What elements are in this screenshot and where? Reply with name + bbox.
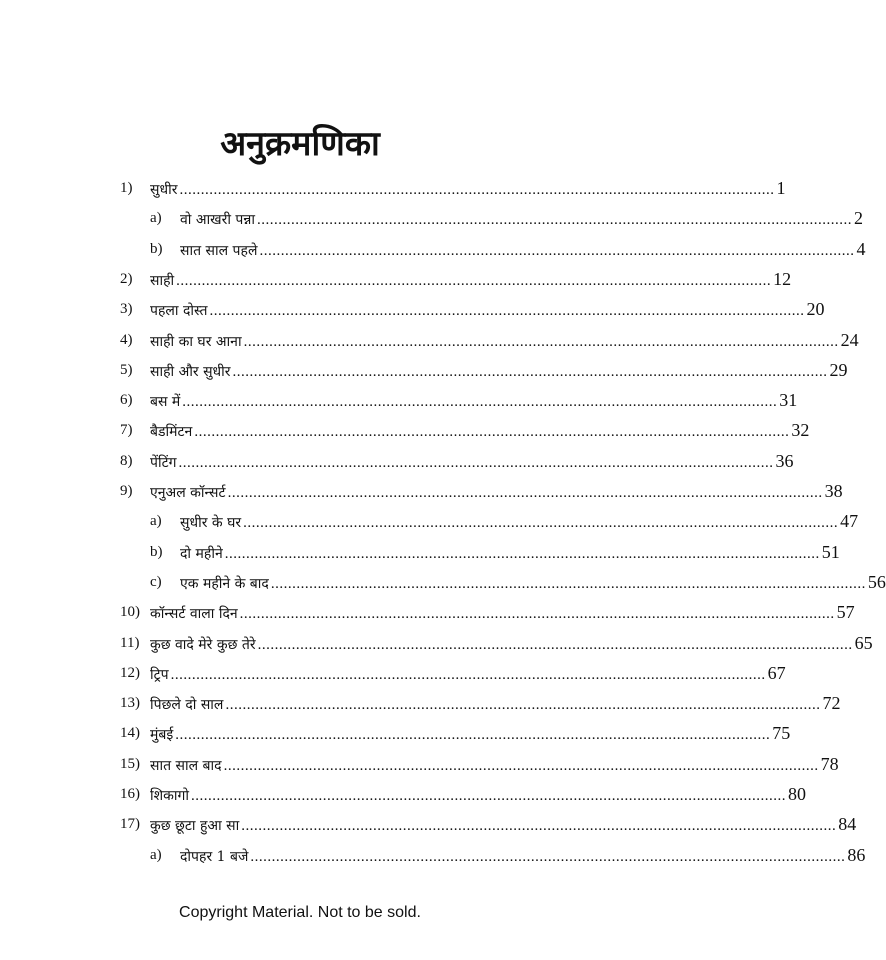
toc-entry-line	[150, 810, 857, 840]
toc-entry-number: b)	[150, 240, 163, 257]
toc-entry	[0, 326, 859, 354]
toc-entry-number: 3)	[120, 301, 133, 318]
toc-entry	[0, 174, 786, 202]
toc-page-number: 51	[821, 541, 840, 562]
toc-entry-title: कुछ वादे मेरे कुछ तेरे	[150, 636, 256, 653]
toc-entry	[0, 689, 841, 717]
toc-dot-leader: ............................................................................................................................................	[209, 303, 805, 320]
toc-entry-number: a)	[150, 513, 162, 530]
toc-page-number: 36	[775, 450, 794, 471]
toc-entry-number: 2)	[120, 270, 133, 287]
toc-entry	[0, 477, 843, 505]
toc-entry-title: साही	[150, 272, 175, 289]
toc-page-number: 75	[772, 723, 791, 744]
toc-dot-leader: ............................................................................................................................................	[194, 424, 790, 441]
toc-dot-leader: ............................................................................................................................................	[179, 182, 775, 198]
toc-entry-line	[150, 326, 859, 356]
toc-entry-line	[150, 659, 786, 689]
toc-dot-leader: ............................................................................................................................................	[224, 545, 820, 562]
toc-entry-line	[150, 447, 794, 477]
toc-entry-number: 10)	[120, 604, 140, 621]
toc-entry-title: बैडमिंटन	[150, 424, 193, 441]
toc-dot-leader: ............................................................................................................................................	[227, 485, 823, 501]
toc-entry-number: 4)	[120, 331, 133, 348]
toc-entry	[0, 780, 807, 808]
toc-page-number: 47	[840, 511, 859, 532]
toc-dot-leader: ............................................................................................................................................	[239, 606, 835, 623]
toc-entry-line	[150, 356, 848, 386]
toc-entry-line	[150, 598, 855, 628]
toc-dot-leader: ............................................................................................................................................	[241, 818, 837, 835]
toc-entry-title: पिछले दो साल	[150, 697, 224, 714]
toc-entry-number: 7)	[120, 422, 133, 439]
toc-entry-line	[150, 629, 873, 659]
toc-entry-number: c)	[150, 573, 162, 590]
toc-entry	[0, 204, 863, 232]
toc-dot-leader: ............................................................................................................................................	[175, 727, 771, 744]
toc-entry-title: पेंटिंग	[150, 454, 177, 471]
toc-entry-line	[150, 477, 843, 507]
toc-entry-title: सुधीर	[150, 182, 178, 198]
toc-page-number: 86	[847, 844, 866, 865]
toc-page-number: 78	[820, 753, 839, 774]
toc-page-number: 84	[838, 814, 857, 835]
toc-entry	[0, 295, 825, 323]
toc-entry	[0, 507, 859, 535]
toc-dot-leader: ............................................................................................................................................	[243, 515, 839, 532]
toc-dot-leader: ............................................................................................................................................	[223, 757, 819, 774]
toc-page-number: 20	[806, 299, 825, 320]
toc-entry-line	[180, 538, 840, 568]
toc-entry-title: साही और सुधीर	[150, 363, 231, 380]
toc-entry-number: 15)	[120, 755, 140, 772]
toc-entry-line	[180, 841, 866, 871]
toc-entry-title: दो महीने	[180, 545, 223, 562]
toc-entry	[0, 629, 873, 657]
toc-entry-number: 9)	[120, 483, 133, 499]
toc-dot-leader: ............................................................................................................................................	[243, 333, 839, 350]
toc-dot-leader: ............................................................................................................................................	[178, 454, 774, 471]
toc-entry-line	[150, 416, 810, 446]
toc-dot-leader: ............................................................................................................................................	[232, 363, 828, 380]
toc-page-number: 56	[867, 571, 886, 592]
toc-entry-number: a)	[150, 210, 162, 227]
toc-entry	[0, 235, 866, 263]
toc-entry-line	[150, 780, 807, 810]
toc-entry-line	[150, 295, 825, 325]
toc-entry-number: b)	[150, 543, 163, 560]
toc-entry-title: कॉन्सर्ट वाला दिन	[150, 606, 238, 623]
copyright-footer: Copyright Material. Not to be sold.	[179, 904, 421, 921]
toc-page-number: 57	[836, 602, 855, 623]
toc-dot-leader: ............................................................................................................................................	[170, 666, 766, 683]
toc-entry-number: 5)	[120, 361, 133, 378]
toc-entry-line	[150, 174, 786, 204]
toc-entry	[0, 538, 840, 566]
toc-page-number: 80	[788, 784, 807, 804]
toc-dot-leader: ............................................................................................................................................	[191, 788, 787, 804]
toc-entry	[0, 416, 810, 444]
toc-entry-number: 14)	[120, 725, 140, 742]
toc-page-number: 24	[840, 329, 859, 350]
table-of-contents	[0, 174, 886, 874]
toc-entry-line	[180, 568, 886, 598]
toc-page-number: 1	[776, 178, 786, 198]
page-title: अनुक्रमणिका	[220, 123, 380, 164]
toc-dot-leader: ............................................................................................................................................	[225, 697, 821, 714]
toc-page-number: 72	[822, 693, 841, 714]
toc-entry	[0, 810, 857, 838]
toc-entry	[0, 750, 839, 778]
toc-dot-leader: ............................................................................................................................................	[250, 848, 846, 865]
toc-dot-leader: ............................................................................................................................................	[176, 272, 772, 289]
toc-entry	[0, 659, 786, 687]
toc-entry-title: सात साल पहले	[180, 242, 258, 259]
toc-dot-leader: ............................................................................................................................................	[257, 636, 853, 653]
toc-page-number: 2	[853, 208, 863, 229]
toc-entry-title: पहला दोस्त	[150, 303, 208, 320]
toc-dot-leader: ............................................................................................................................................	[256, 212, 852, 229]
toc-page-number: 31	[779, 390, 798, 411]
toc-entry-title: शिकागो	[150, 788, 190, 804]
toc-entry-line	[180, 235, 866, 265]
toc-entry-title: सात साल बाद	[150, 757, 222, 774]
toc-entry	[0, 356, 848, 384]
toc-entry-number: 11)	[120, 634, 140, 651]
toc-entry-line	[150, 750, 839, 780]
toc-entry-title: वो आखरी पन्ना	[180, 212, 255, 229]
toc-entry-number: 17)	[120, 816, 140, 833]
toc-entry	[0, 265, 792, 293]
toc-page-number: 65	[854, 632, 873, 653]
toc-entry	[0, 841, 866, 869]
toc-entry-title: बस में	[150, 394, 181, 411]
toc-entry-title: ट्रिप	[150, 666, 169, 683]
toc-page-number: 4	[856, 238, 866, 259]
toc-entry-number: 1)	[120, 180, 133, 196]
toc-entry	[0, 719, 791, 747]
toc-entry	[0, 568, 886, 596]
toc-entry-title: मुंबई	[150, 727, 174, 744]
toc-entry-line	[150, 689, 841, 719]
toc-dot-leader: ............................................................................................................................................	[182, 394, 778, 411]
toc-entry-title: कुछ छूटा हुआ सा	[150, 818, 240, 835]
toc-entry	[0, 447, 794, 475]
toc-page-number: 38	[824, 481, 843, 501]
toc-entry-line	[150, 265, 792, 295]
toc-page-number: 29	[829, 359, 848, 380]
toc-entry	[0, 386, 798, 414]
toc-entry-title: दोपहर 1 बजे	[180, 848, 249, 865]
toc-entry-line	[180, 204, 863, 234]
toc-entry-title: एनुअल कॉन्सर्ट	[150, 485, 226, 501]
toc-entry-number: 16)	[120, 786, 140, 802]
toc-dot-leader: ............................................................................................................................................	[259, 242, 855, 259]
toc-entry-title: साही का घर आना	[150, 333, 242, 350]
toc-page-number: 67	[767, 662, 786, 683]
toc-entry-title: एक महीने के बाद	[180, 575, 269, 592]
toc-entry-number: 6)	[120, 392, 133, 409]
toc-page-number: 32	[791, 420, 810, 441]
toc-entry-number: 8)	[120, 452, 133, 469]
toc-entry-title: सुधीर के घर	[180, 515, 242, 532]
toc-entry-line	[180, 507, 859, 537]
toc-entry-number: a)	[150, 846, 162, 863]
toc-page-number: 12	[773, 268, 792, 289]
toc-dot-leader: ............................................................................................................................................	[270, 575, 866, 592]
toc-entry	[0, 598, 855, 626]
toc-entry-number: 13)	[120, 695, 140, 712]
toc-entry-number: 12)	[120, 664, 140, 681]
toc-entry-line	[150, 719, 791, 749]
toc-entry-line	[150, 386, 798, 416]
